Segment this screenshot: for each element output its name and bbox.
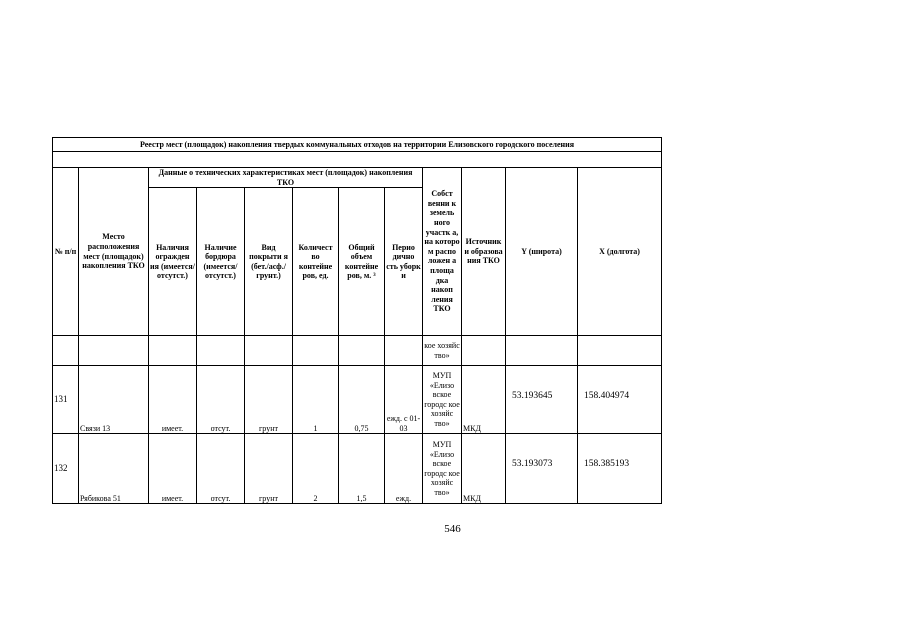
header-owner: Собст венни к земель ного участк а, на которо м распо ложен а площа дка накоп ления ТКО (423, 168, 462, 336)
fence-cell: имеет. (149, 434, 197, 504)
place-cell: Рябикова 51 (79, 434, 149, 504)
place-cell: Связи 13 (79, 366, 149, 434)
table-row (53, 366, 662, 434)
header-frequency: Перио дично сть уборк и (385, 188, 423, 336)
frequency-cell: ежд. с 01-03 (385, 366, 423, 434)
row-num: 131 (53, 366, 79, 434)
table-row (53, 434, 662, 504)
header-lon: X (долгота) (578, 168, 662, 336)
source-cell: МКД (462, 366, 506, 434)
header-source: Источник и образова ния ТКО (462, 168, 506, 336)
lon-cell: 158.404974 (578, 366, 662, 434)
header-fence: Наличия огражден ия (имеется/ отсутст.) (149, 188, 197, 336)
header-tech-group: Данные о технических характеристиках мест (площадок) накопления ТКО (149, 168, 423, 188)
header-volume: Общий объем контейне ров, м. ³ (339, 188, 385, 336)
row-num: 132 (53, 434, 79, 504)
source-cell: МКД (462, 434, 506, 504)
table-row (53, 336, 662, 366)
table-title: Реестр мест (площадок) накопления твердых коммунальных отходов на территории Елизовского городского поселения (53, 138, 662, 152)
owner-cell: МУП «Елизо вское городс кое хозяйс тво» (423, 434, 462, 504)
header-num: № п/п (53, 168, 79, 336)
owner-cell: кое хозяйс тво» (423, 336, 462, 366)
blank-row (53, 152, 662, 168)
surface-cell: грунт (245, 366, 293, 434)
border-cell: отсут. (197, 434, 245, 504)
lat-cell: 53.193645 (506, 366, 578, 434)
registry-table (52, 137, 662, 504)
count-cell: 1 (293, 366, 339, 434)
count-cell: 2 (293, 434, 339, 504)
header-place: Место расположения мест (площадок) накопления ТКО (79, 168, 149, 336)
header-border: Наличие бордюра (имеется/ отсутст.) (197, 188, 245, 336)
lat-cell: 53.193073 (506, 434, 578, 504)
frequency-cell: ежд. (385, 434, 423, 504)
volume-cell: 1,5 (339, 434, 385, 504)
header-surface: Вид покрыти я (бет./асф./ грунт.) (245, 188, 293, 336)
page-number: 546 (444, 523, 461, 535)
fence-cell: имеет. (149, 366, 197, 434)
volume-cell: 0,75 (339, 366, 385, 434)
owner-cell: МУП «Елизо вское городс кое хозяйс тво» (423, 366, 462, 434)
header-count: Количест во контейне ров, ед. (293, 188, 339, 336)
lon-cell: 158.385193 (578, 434, 662, 504)
border-cell: отсут. (197, 366, 245, 434)
header-lat: Y (широта) (506, 168, 578, 336)
surface-cell: грунт (245, 434, 293, 504)
